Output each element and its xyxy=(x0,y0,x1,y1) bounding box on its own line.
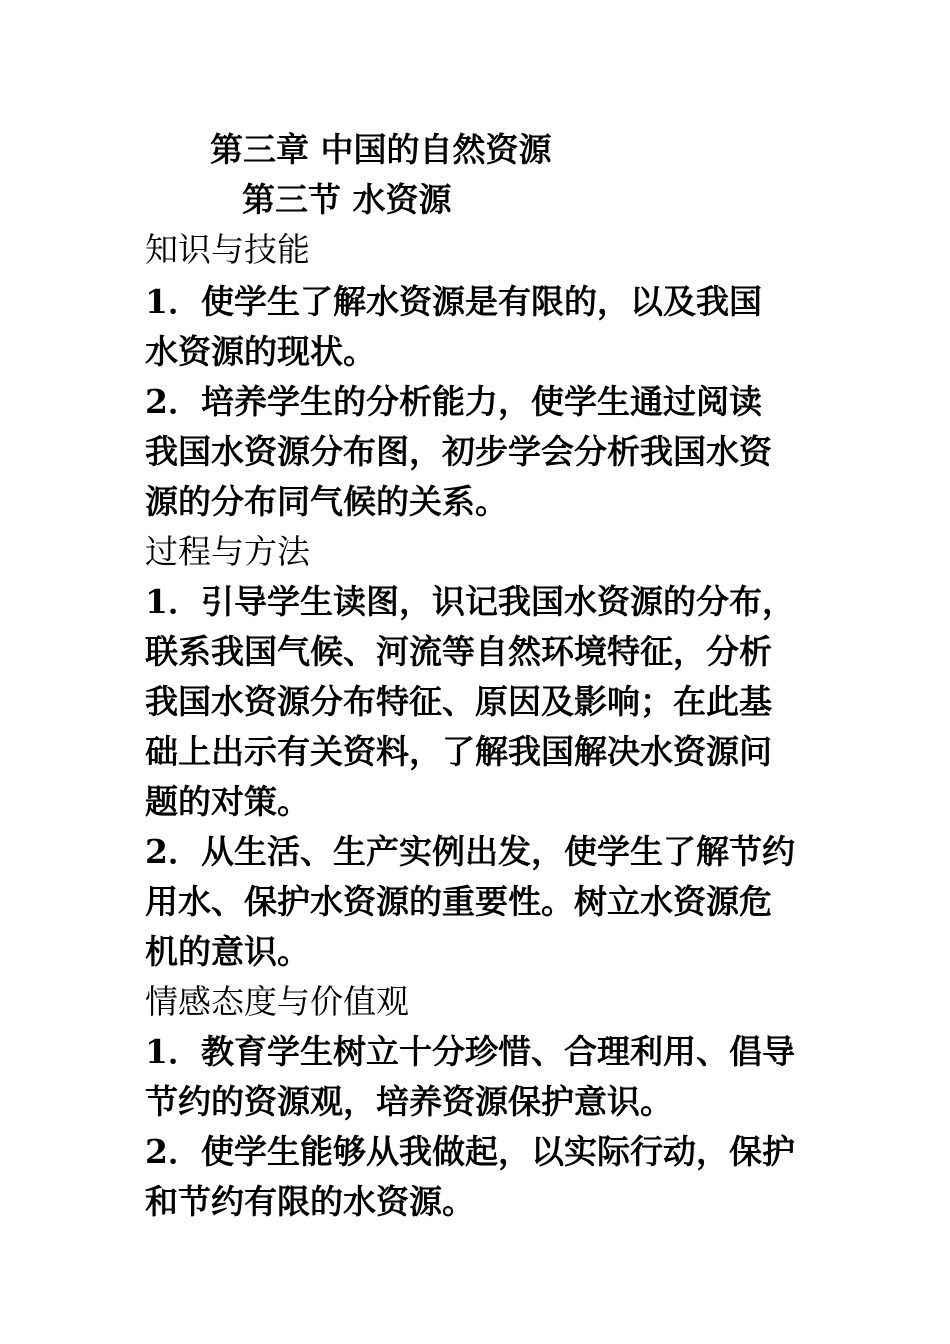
paragraph-line: 联系我国气候、河流等自然环境特征，分析 xyxy=(145,632,772,671)
paragraph-line: 我国水资源分布图，初步学会分析我国水资 xyxy=(145,432,772,471)
paragraph-line: 节约的资源观，培养资源保护意识。 xyxy=(145,1082,673,1121)
paragraph-line: 2．从生活、生产实例出发，使学生了解节约 xyxy=(145,832,795,871)
paragraph-line: 1．引导学生读图，识记我国水资源的分布， xyxy=(145,582,795,621)
section-heading-process: 过程与方法 xyxy=(145,532,310,571)
chapter-title: 第三章 中国的自然资源 xyxy=(210,130,552,169)
paragraph-line: 用水、保护水资源的重要性。树立水资源危 xyxy=(145,882,772,921)
paragraph-line: 2．使学生能够从我做起，以实际行动，保护 xyxy=(145,1132,795,1171)
section-heading-knowledge: 知识与技能 xyxy=(145,230,310,269)
paragraph-line: 水资源的现状。 xyxy=(145,332,376,371)
paragraph-line: 1．教育学生树立十分珍惜、合理利用、倡导 xyxy=(145,1032,795,1071)
paragraph-line: 2．培养学生的分析能力，使学生通过阅读 xyxy=(145,382,762,421)
paragraph-line: 我国水资源分布特征、原因及影响；在此基 xyxy=(145,682,772,721)
paragraph-line: 机的意识。 xyxy=(145,932,310,971)
paragraph-line: 础上出示有关资料，了解我国解决水资源问 xyxy=(145,732,772,771)
paragraph-line: 题的对策。 xyxy=(145,782,310,821)
paragraph-line: 1．使学生了解水资源是有限的，以及我国 xyxy=(145,282,762,321)
paragraph-line: 源的分布同气候的关系。 xyxy=(145,482,508,521)
section-title: 第三节 水资源 xyxy=(242,180,452,219)
paragraph-line: 和节约有限的水资源。 xyxy=(145,1182,475,1221)
section-heading-values: 情感态度与价值观 xyxy=(145,982,409,1021)
